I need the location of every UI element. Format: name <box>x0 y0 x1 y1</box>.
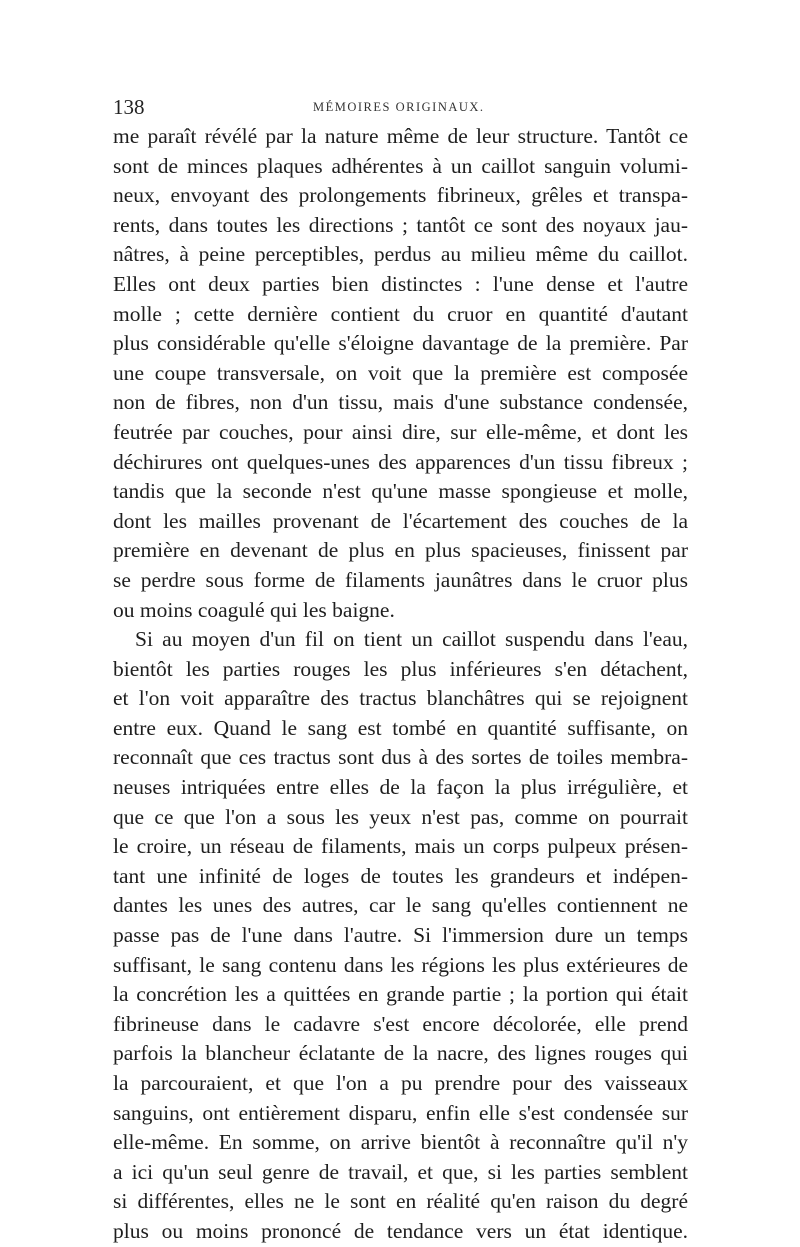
text-line: la parcouraient, et que l'on a pu prendre pour des vaisseaux <box>113 1071 688 1095</box>
text-line: neuses intriquées entre elles de la façon la plus irrégulière, et <box>113 775 688 800</box>
text-line: tandis que la seconde n'est qu'une masse spongieuse et molle, <box>113 479 688 504</box>
text-line: la concrétion les a quittées en grande partie ; la portion qui était <box>113 982 688 1007</box>
text-line: passe pas de l'une dans l'autre. Si l'immersion dure un temps <box>113 923 688 948</box>
text-line: molle ; cette dernière contient du cruor en quantité d'autant <box>113 301 688 326</box>
text-line: sont de minces plaques adhérentes à un caillot sanguin volumi- <box>113 153 688 178</box>
text-line: ou moins coagulé qui les baigne. <box>113 597 395 622</box>
text-line: si différentes, elles ne le sont en réalité qu'en raison du degré <box>113 1189 688 1214</box>
text-line: feutrée par couches, pour ainsi dire, sur elle-même, et dont les <box>113 419 688 444</box>
text-line: non de fibres, non d'un tissu, mais d'une substance condensée, <box>113 390 688 415</box>
text-line: me paraît révélé par la nature même de leur structure. Tantôt ce <box>113 124 688 148</box>
text-line: suffisant, le sang contenu dans les régions les plus extérieures de <box>113 952 688 977</box>
text-line: le croire, un réseau de filaments, mais un corps pulpeux présen- <box>113 834 688 859</box>
text-line: parfois la blancheur éclatante de la nacre, des lignes rouges qui <box>113 1041 688 1066</box>
text-line: Elles ont deux parties bien distinctes : l'une dense et l'autre <box>113 271 688 296</box>
text-line: tant une infinité de loges de toutes les grandeurs et indépen- <box>113 863 688 888</box>
text-line: que ce que l'on a sous les yeux n'est pas, comme on pourrait <box>113 804 688 829</box>
text-line: a ici qu'un seul genre de travail, et que, si les parties semblent <box>113 1159 688 1184</box>
text-line: dont les mailles provenant de l'écartement des couches de la <box>113 508 688 533</box>
text-line: bientôt les parties rouges les plus inférieures s'en détachent, <box>113 656 688 681</box>
text-line: nâtres, à peine perceptibles, perdus au milieu même du caillot. <box>113 242 688 267</box>
text-line: fibrineuse dans le cadavre s'est encore décolorée, elle prend <box>113 1011 688 1036</box>
text-line: rents, dans toutes les directions ; tantôt ce sont des noyaux jau- <box>113 212 688 237</box>
running-head: MÉMOIRES ORIGINAUX. <box>313 100 485 114</box>
text-line: déchirures ont quelques-unes des apparences d'un tissu fibreux ; <box>113 449 688 474</box>
text-line: sanguins, ont entièrement disparu, enfin elle s'est condensée sur <box>113 1100 688 1125</box>
text-line: reconnaît que ces tractus sont dus à des sortes de toiles membra- <box>113 745 688 770</box>
text-line: entre eux. Quand le sang est tombé en quantité suffisante, on <box>113 715 688 740</box>
text-line: plus considérable qu'elle s'éloigne davantage de la première. Par <box>113 331 688 356</box>
paragraph <box>113 122 688 625</box>
text-line: une coupe transversale, on voit que la première est composée <box>113 360 688 385</box>
page-header <box>113 92 688 122</box>
text-line: dantes les unes des autres, car le sang qu'elles contiennent ne <box>113 893 688 918</box>
text-line: plus ou moins prononcé de tendance vers un état identique. <box>113 1218 688 1243</box>
text-line: se perdre sous forme de filaments jaunâtres dans le cruor plus <box>113 567 688 592</box>
paragraph <box>113 625 688 1246</box>
text-line: Si au moyen d'un fil on tient un caillot suspendu dans l'eau, <box>135 627 688 652</box>
text-line: neux, envoyant des prolongements fibrineux, grêles et transpa- <box>113 183 688 208</box>
text-line: elle-même. En somme, on arrive bientôt à reconnaître qu'il n'y <box>113 1130 688 1155</box>
body-text <box>113 122 688 1247</box>
text-line: première en devenant de plus en plus spacieuses, finissent par <box>113 538 688 563</box>
text-line: et l'on voit apparaître des tractus blanchâtres qui se rejoignent <box>113 686 688 711</box>
page-number: 138 <box>113 95 145 119</box>
